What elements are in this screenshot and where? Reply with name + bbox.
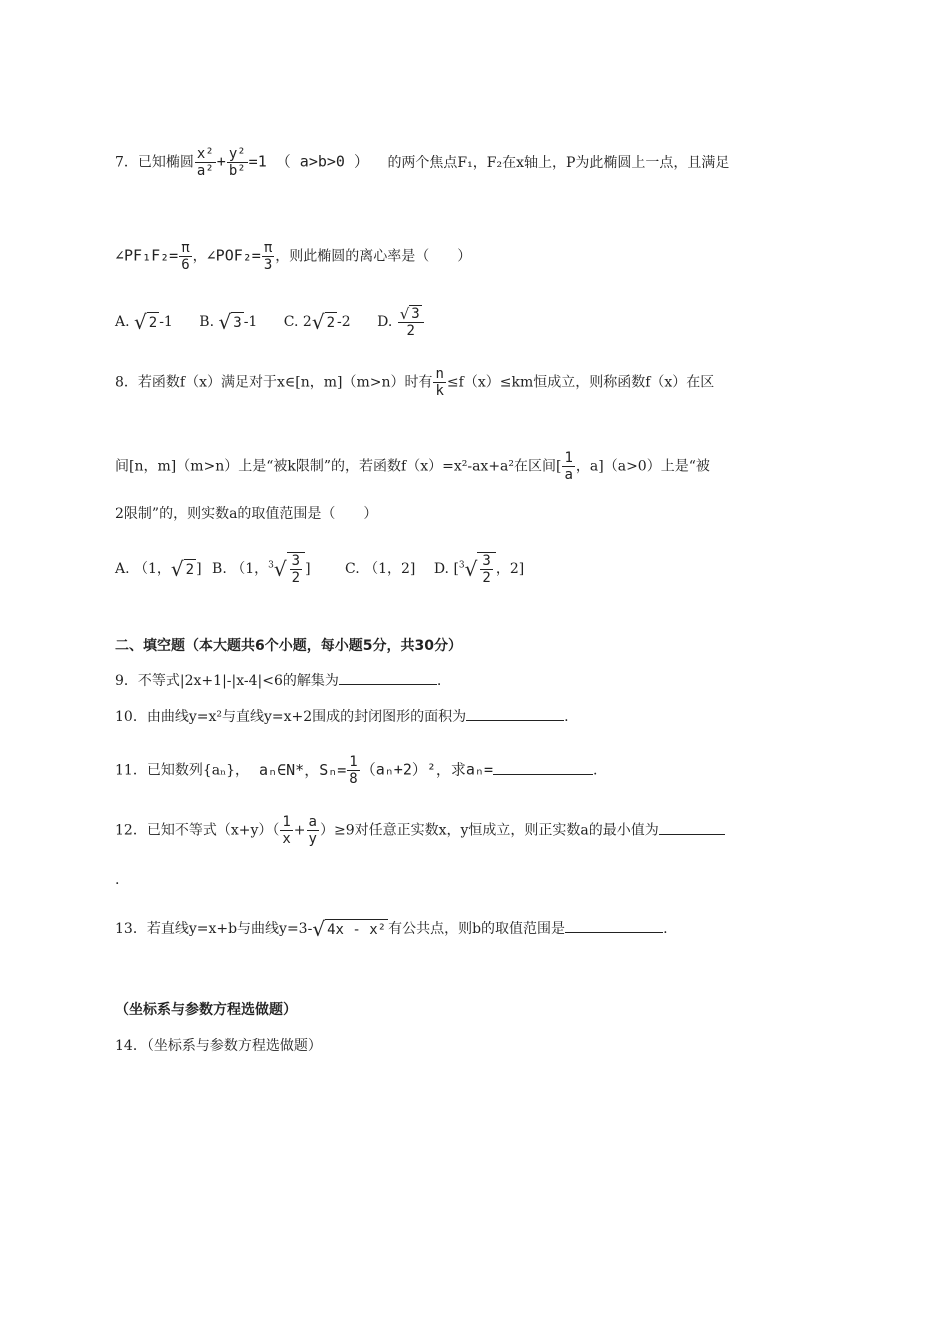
section-fill-in-title: 二、填空题（本大题共6个小题，每小题5分，共30分） — [115, 638, 462, 654]
q7-option-b: B. √ 3 -1 — [199, 310, 258, 334]
q8-frac-1a: $\frac{1}{a}$ — [564, 450, 573, 483]
q7-line1 — [115, 146, 729, 179]
q7-text1: 的两个焦点F₁，F₂在x轴上，P为此椭圆上一点，且满足 — [387, 154, 730, 171]
q13: 13．若直线y=x+b与曲线y=3- √ 4x - x² 有公共点，则b的取值范围是 . — [115, 917, 668, 941]
q8-option-a: A. （1， √ 2 ] — [115, 557, 202, 581]
q11-answer-blank[interactable] — [493, 760, 593, 775]
q7-line2 — [115, 240, 471, 273]
q7-frac-y: $\frac{\text{y²}}{\text{b²}}$ — [228, 146, 246, 179]
q12: 12．已知不等式（x+y）（ $\frac{1}{x}$ + $\frac{a}{y}$ ）≥9对任意正实数x，y恒成立，则正实数a的最小值为 — [115, 814, 725, 847]
q7-plus: + — [216, 152, 226, 171]
q11: 11．已知数列{aₙ}， aₙ∈N*，Sₙ= $\frac{1}{8}$ （aₙ+2）²，求aₙ= . — [115, 754, 598, 787]
q10: 10．由曲线y=x²与直线y=x+2围成的封闭图形的面积为 . — [115, 706, 569, 727]
q8-line3: 2限制”的，则实数a的取值范围是（ ） — [115, 506, 378, 522]
q8-option-d: D. [$^3$ √ $\frac{3}{2}$ ，2] — [433, 553, 525, 586]
q7-angle1: ∠PF₁F₂= — [115, 246, 179, 265]
q7-options — [115, 305, 425, 339]
q9-answer-blank[interactable] — [339, 670, 437, 685]
q13-answer-blank[interactable] — [565, 918, 663, 933]
q7-angle2: ∠POF₂= — [206, 246, 261, 265]
q10-answer-blank[interactable] — [466, 706, 564, 721]
q7-text2: ，则此椭圆的离心率是（ ） — [275, 248, 472, 265]
q7-option-a: A. √ 2 -1 — [115, 310, 173, 334]
q7-number: 7．已知椭圆 — [115, 154, 194, 171]
q8-text1b: ≤f（x）≤km恒成立，则称函数f（x）在区 — [446, 374, 715, 391]
q7-comma: ， — [192, 248, 207, 265]
q7-eq-rest: =1 （ a>b>0 ） — [248, 152, 369, 171]
q7-option-c: C. 2 √ 2 -2 — [283, 310, 351, 334]
q8-frac-nk: $\frac{n}{k}$ — [435, 366, 444, 399]
q8-options — [115, 552, 524, 586]
q8-option-b: B. （1，$^3$ √ $\frac{3}{2}$ ] — [212, 553, 311, 586]
q9: 9．不等式|2x+1|-|x-4|<6的解集为 . — [115, 670, 441, 691]
q12-trailing-dot: . — [115, 872, 120, 888]
q8-line2 — [115, 450, 710, 483]
q8-text2a: 间[n，m]（m>n）上是“被k限制”的，若函数f（x）=x²-ax+a²在区间[ — [115, 458, 562, 475]
q7-option-d: D. √ 3 2 — [377, 314, 425, 330]
q8-text1a: 8．若函数f（x）满足对于x∈[n，m]（m>n）时有 — [115, 374, 433, 391]
q7-frac-pi6: $\frac{\pi}{6}$ — [181, 240, 190, 273]
q8-text2b: ，a]（a>0）上是“被 — [575, 458, 710, 475]
q8-option-c: C. （1，2] — [344, 561, 416, 577]
q7-frac-pi3: $\frac{\pi}{3}$ — [263, 240, 273, 273]
q12-answer-blank[interactable] — [659, 820, 725, 835]
q14: 14．（坐标系与参数方程选做题） — [115, 1038, 322, 1054]
q8-line1 — [115, 366, 714, 399]
section-polar-title: （坐标系与参数方程选做题） — [115, 1002, 297, 1018]
q7-frac-x: $\frac{\text{x²}}{\text{a²}}$ — [196, 146, 214, 179]
